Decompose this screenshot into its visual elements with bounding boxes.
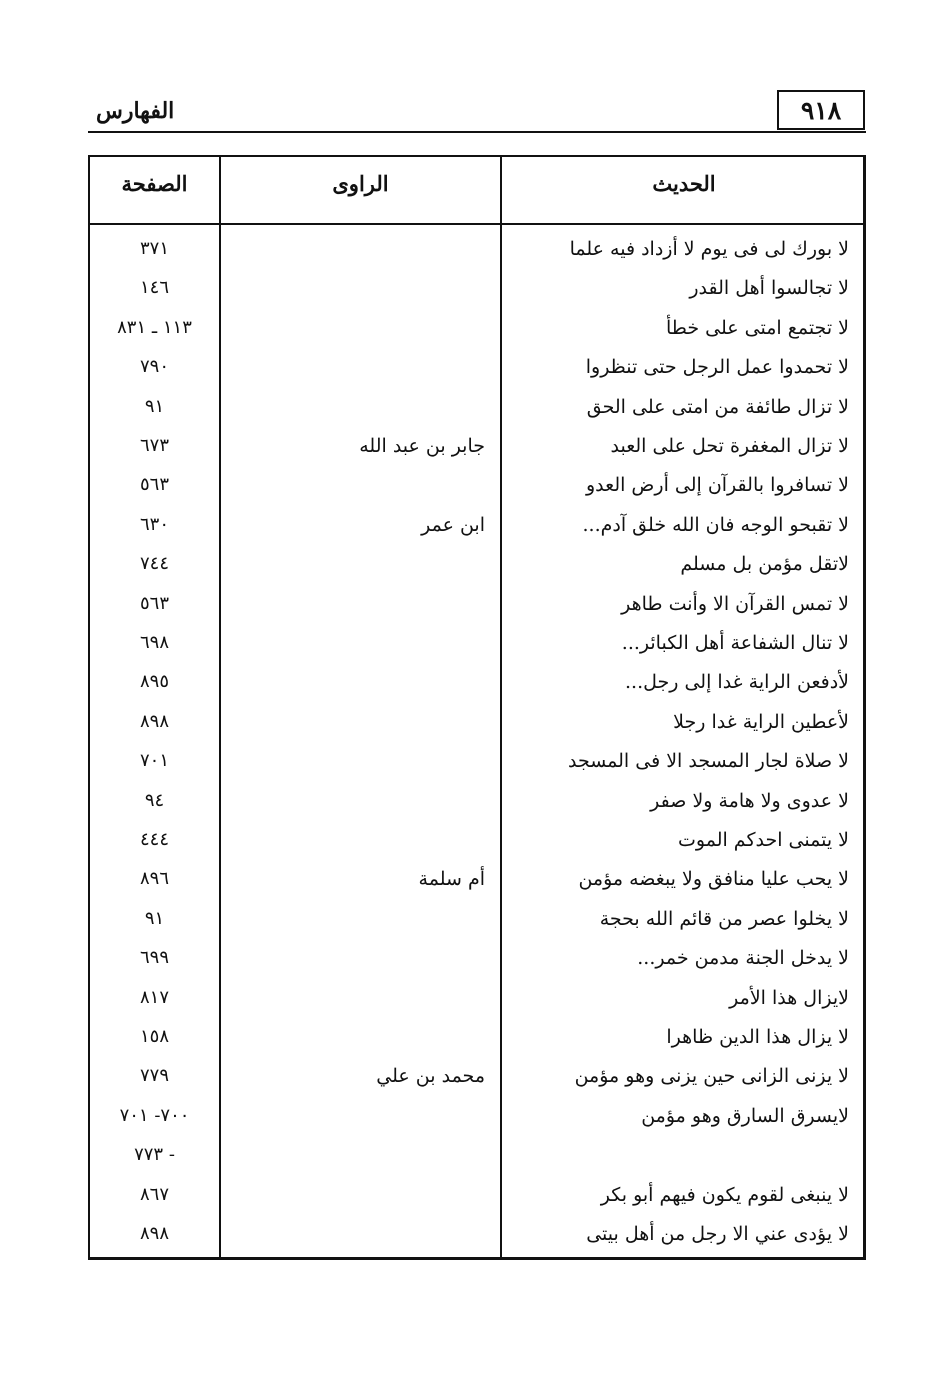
hadith-index-table [88,155,866,1260]
rawi-cell [225,388,485,426]
rawi-cell [225,742,485,780]
hadith-cell: لا تمس القرآن الا وأنت طاهر [621,592,849,615]
rawi-cell: محمد بن علي [376,1065,485,1088]
rawi-cell [225,979,485,1017]
hadith-cell: لا بورك لى فى يوم لا أزداد فيه علما [569,238,849,260]
page-cell: ٩١ [144,395,165,417]
page-cell: ١٥٨ [139,1026,169,1047]
hadith-cell: لا تجتمع امتى على خطأ [666,316,849,339]
table-row [90,1176,863,1214]
page-cell: ٧٤٤ [139,553,169,575]
table-row [90,545,863,583]
column-header-hadith: الحديث [652,171,716,196]
column-header-page: الصفحة [121,171,188,196]
page-cell: ٦٩٩ [139,947,169,969]
rawi-cell [225,230,485,268]
table-row [90,821,863,859]
rawi-cell [225,782,485,820]
hadith-cell: لا يدخل الجنة مدمن خمر... [637,947,849,970]
hadith-cell: لايسرق السارق وهو مؤمن [641,1104,849,1127]
rawi-cell: أم سلمة [418,868,485,891]
rawi-cell: ابن عمر [421,513,485,536]
page-cell: ٧٠٠- ٧٠١ [119,1104,190,1126]
hadith-cell: لا يحب عليا منافق ولا يبغضه مؤمن [578,868,849,891]
table-row [90,1215,863,1253]
table-row [90,585,863,623]
page-cell: - ٧٧٣ [134,1144,175,1166]
page-cell: ٨٩٨ [139,710,169,732]
page-cell: ٣٧١ [139,238,169,259]
rawi-cell [225,545,485,583]
rawi-cell [225,1215,485,1253]
hadith-cell: لا تزال طائفة من امتى على الحق [586,395,849,418]
page-cell: ٤٤٤ [139,829,169,850]
page-cell: ٩٤ [144,789,165,811]
hadith-cell [499,1136,849,1174]
page-cell: ٧٩٠ [139,356,169,378]
header-rule [88,131,866,133]
rawi-cell [225,939,485,977]
hadith-cell: لا يخلوا عصر من قائم الله بحجة [599,907,849,930]
rawi-cell [225,585,485,623]
table-row [90,860,863,898]
page-cell: ٨٩٦ [139,868,169,890]
hadith-cell: لا يؤدى عني الا رجل من أهل بيتى [586,1223,849,1245]
rawi-cell [225,309,485,347]
hadith-cell: لايزال هذا الأمر [729,986,849,1009]
page-cell: ٥٦٣ [139,592,169,614]
running-title: الفهارس [96,98,175,124]
page-cell: ٦٧٣ [139,435,169,456]
page-cell: ٧٠١ [139,750,169,772]
rawi-cell [225,466,485,504]
table-row [90,466,863,504]
hadith-cell: لا تقبحو الوجه فان الله خلق آدم... [582,513,849,536]
hadith-cell: لا عدوى ولا هامة ولا صفر [650,789,849,812]
hadith-cell: لا يتمنى احدكم الموت [678,829,849,851]
table-row [90,900,863,938]
table-row [90,269,863,307]
page-cell: ٦٩٨ [139,632,169,653]
table-row [90,388,863,426]
table-row [90,703,863,741]
table-row [90,1018,863,1056]
table-row [90,624,863,662]
page-cell: ٨٩٥ [139,671,169,693]
page-cell: ٧٧٩ [139,1065,169,1087]
hadith-cell: لا صلاة لجار المسجد الا فى المسجد [567,750,849,773]
hadith-cell: لا تحمدوا عمل الرجل حتى تنظروا [585,356,849,379]
table-row [90,427,863,465]
table-row [90,506,863,544]
rawi-cell: جابر بن عبد الله [359,435,485,457]
page-number: ٩١٨ [777,90,865,130]
hadith-cell: لاتقل مؤمن بل مسلم [680,553,849,576]
table-row [90,230,863,268]
rawi-cell [225,1136,485,1174]
table-row [90,663,863,701]
page-cell: ٨٩٨ [139,1223,169,1244]
rawi-cell [225,900,485,938]
table-row [90,1136,863,1174]
hadith-cell: لأدفعن الراية غدا إلى رجل... [625,671,849,694]
rawi-cell [225,1176,485,1214]
hadith-cell: لأعطين الراية غدا رجلا [673,710,849,733]
page-cell: ٦٣٠ [139,513,169,535]
rawi-cell [225,663,485,701]
table-row [90,742,863,780]
table-row [90,1057,863,1095]
page-cell: ١٤٦ [139,277,169,299]
table-row [90,979,863,1017]
rawi-cell [225,624,485,662]
table-row [90,309,863,347]
table-row [90,348,863,386]
rawi-cell [225,821,485,859]
rawi-cell [225,348,485,386]
table-row [90,939,863,977]
hadith-cell: لا تجالسوا أهل القدر [689,277,849,300]
column-header-rawi: الراوى [332,171,389,196]
hadith-cell: لا يزال هذا الدين ظاهرا [666,1026,849,1048]
rawi-cell [225,1097,485,1135]
page-cell: ٨١٧ [139,986,169,1008]
page-cell: ١١٣ ـ ٨٣١ [117,316,192,338]
hadith-cell: لا يزنى الزانى حين يزنى وهو مؤمن [574,1065,849,1088]
page-cell: ٩١ [144,907,165,929]
hadith-cell: لا تسافروا بالقرآن إلى أرض العدو [586,474,849,497]
page-cell: ٥٦٣ [139,474,169,496]
hadith-cell: لا ينبغى لقوم يكون فيهم أبو بكر [600,1183,849,1206]
table-header-rule [90,223,863,225]
table-row [90,1097,863,1135]
table-row [90,782,863,820]
hadith-cell: لا تنال الشفاعة أهل الكبائر... [621,632,849,654]
page-cell: ٨٦٧ [139,1183,169,1205]
rawi-cell [225,269,485,307]
rawi-cell [225,1018,485,1056]
hadith-cell: لا تزال المغفرة تحل على العبد [610,435,849,457]
rawi-cell [225,703,485,741]
